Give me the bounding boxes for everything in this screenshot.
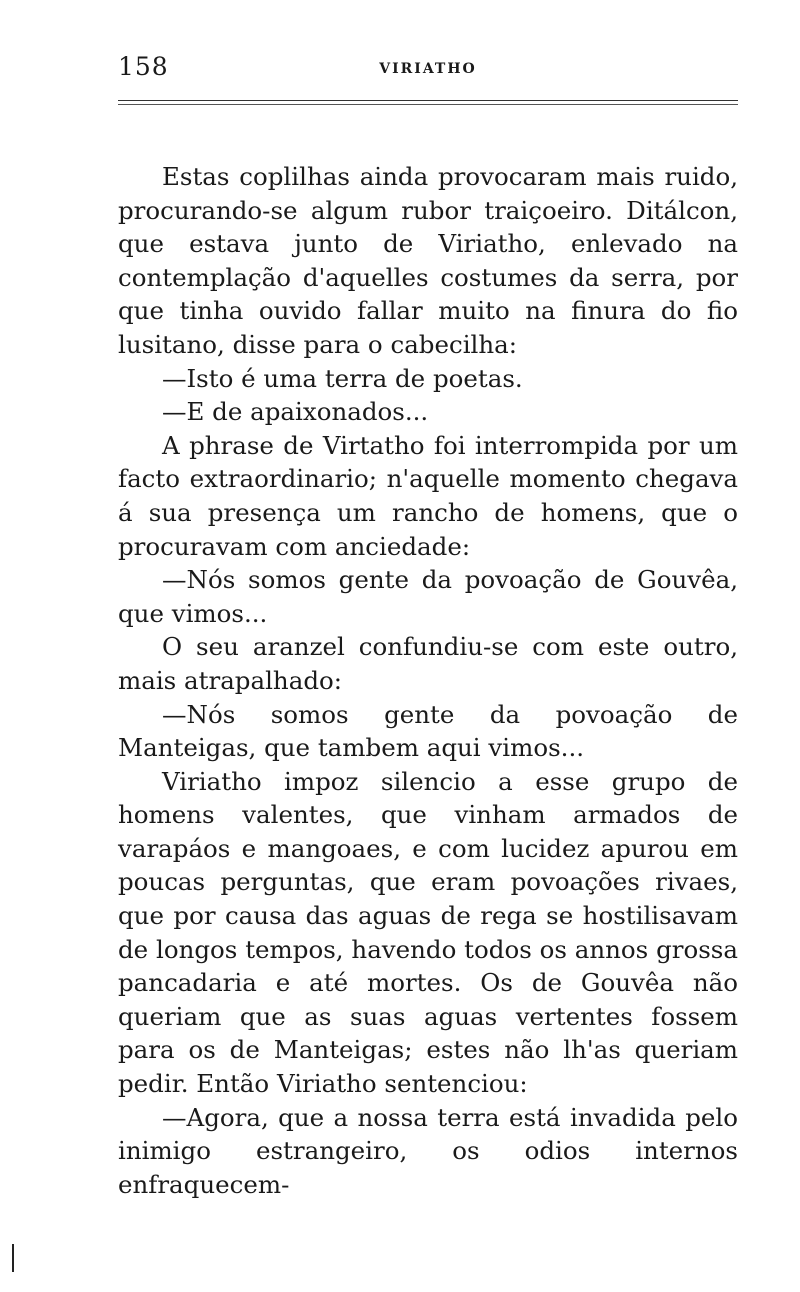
page-number: 158	[118, 52, 169, 81]
paragraph: —E de apaixonados...	[162, 397, 429, 427]
paragraph: Estas coplilhas ainda provocaram mais ruido, procurando-se algum rubor traiçoeiro. Ditálcon, que estava junto de Viriatho, enlevado na contemplação d'aquelles costumes da serra, por que tinha ouvido fallar muito na finura do fio lusitano, disse para o cabecilha:	[118, 162, 738, 359]
page-header	[118, 52, 738, 86]
paragraph: O seu aranzel confundiu-se com este outro, mais atrapalhado:	[118, 632, 738, 695]
paragraph: —Isto é uma terra de poetas.	[162, 363, 523, 393]
running-title: VIRIATHO	[379, 61, 477, 77]
paragraph: —Agora, que a nossa terra está invadida pelo inimigo estrangeiro, os odios internos enfraquecem-	[118, 1102, 738, 1199]
body-text	[118, 160, 738, 1201]
paragraph: A phrase de Virtatho foi interrompida por um facto extraordinario; n'aquelle momento chegava á sua presença um rancho de homens, que o procuravam com anciedade:	[118, 430, 738, 561]
paragraph: —Nós somos gente da povoação de Manteigas, que tambem aqui vimos...	[118, 699, 738, 763]
paragraph: Viriatho impoz silencio a esse grupo de homens valentes, que vinham armados de varapáos e mangoaes, e com lucidez apurou em poucas perguntas, que eram povoações rivaes, que por causa das aguas de rega se hostilisavam de longos tempos, havendo todos os annos grossa pancadaria e até mortes. Os de Gouvêa não queriam que as suas aguas vertentes fossem para os de Manteigas; estes não lh'as queriam pedir. Então Viriatho sentenciou:	[118, 766, 738, 1099]
paragraph: —Nós somos gente da povoação de Gouvêa, que vimos...	[118, 565, 738, 628]
header-rule-secondary	[118, 104, 738, 105]
scan-mark	[12, 1244, 14, 1272]
header-rule	[118, 100, 738, 101]
